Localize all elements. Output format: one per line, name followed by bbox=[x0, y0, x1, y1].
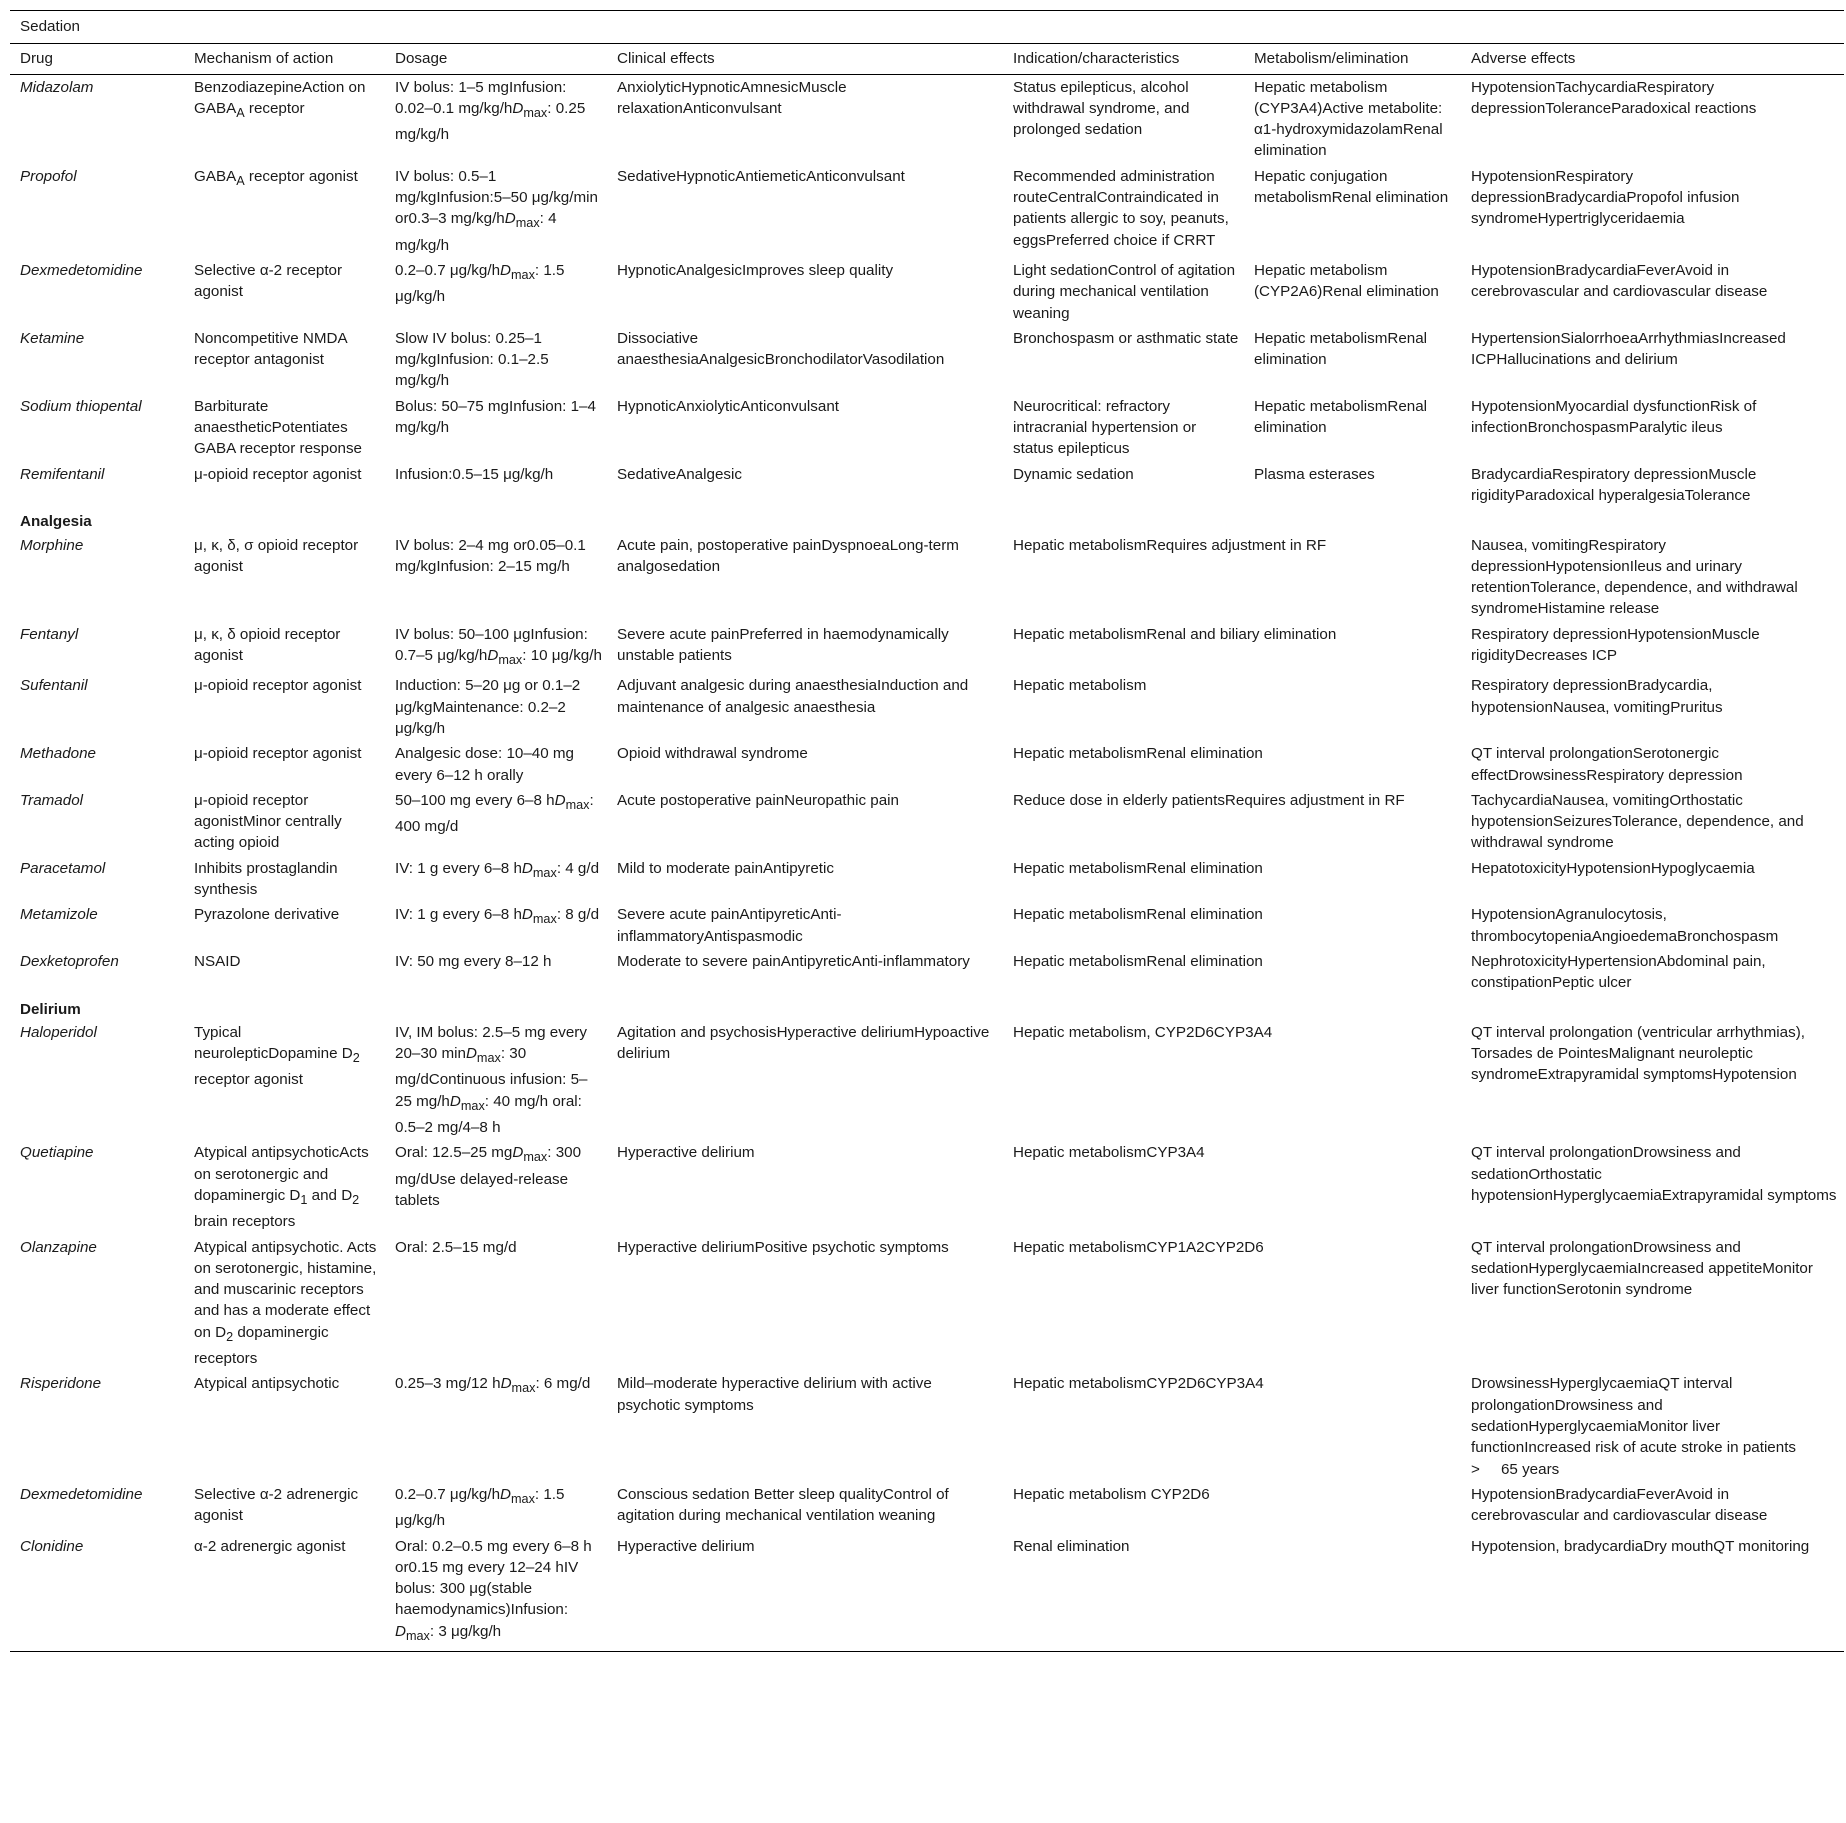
table-row bbox=[10, 856, 1844, 903]
dosage-cell: IV: 1 g every 6–8 $hD_{max}$: 4 g/d bbox=[395, 859, 600, 880]
table-row bbox=[10, 622, 1844, 674]
column-header-clinical: Clinical effects bbox=[607, 44, 1003, 74]
metabolism-cell: Hepatic metabolismRenal elimination bbox=[1254, 329, 1428, 369]
metabolism-cell: Hepatic metabolism (CYP3A4)Active metabolite: α1-hydroxymidazolamRenal elimination bbox=[1254, 78, 1443, 160]
mechanism-cell: BenzodiazepineAction on $GABA_A$ receptor bbox=[194, 78, 366, 120]
section-label: Analgesia bbox=[20, 513, 92, 531]
dosage-cell: Induction: 5–20 μg or 0.1–2 μg/kgMaintenance: 0.2–2 μg/kg/h bbox=[395, 677, 581, 737]
indication-metabolism-cell: Hepatic metabolismRenal and biliary elimination bbox=[1013, 625, 1337, 643]
mechanism-cell: μ, κ, δ, σ opioid receptor agonist bbox=[194, 536, 359, 575]
column-header-metabolism: Metabolism/elimination bbox=[1244, 44, 1461, 74]
indication-cell: Neurocritical: refractory intracranial hypertension or status epilepticus bbox=[1013, 397, 1197, 458]
adverse-effects-cell: Hypotension, bradycardiaDry mouthQT monitoring bbox=[1461, 1534, 1844, 1652]
mechanism-cell: μ-opioid receptor agonistMinor centrally acting opioid bbox=[194, 791, 342, 852]
drug-name-cell: Dexmedetomidine bbox=[20, 262, 143, 279]
clinical-effects-cell: SedativeHypnoticAntiemeticAnticonvulsant bbox=[617, 167, 905, 185]
mechanism-cell: Pyrazolone derivative bbox=[194, 906, 340, 924]
adverse-effects-cell: QT interval prolongationDrowsiness and sedationHyperglycaemiaIncreased appetiteMonitor liver functionSerotonin syndrome bbox=[1471, 1238, 1813, 1299]
adverse-effects-cell: NephrotoxicityHypertensionAbdominal pain, constipationPeptic ulcer bbox=[1471, 952, 1766, 992]
drug-name-cell: Risperidone bbox=[20, 1375, 102, 1393]
indication-metabolism-cell: Hepatic metabolismCYP3A4 bbox=[1013, 1144, 1205, 1162]
metabolism-cell: Plasma esterases bbox=[1254, 465, 1375, 483]
table-row bbox=[10, 1235, 1844, 1372]
table-row bbox=[10, 326, 1844, 394]
dosage-cell: 50–100 mg every 6–8 $hD_{max}$: 400 mg/d bbox=[395, 791, 594, 836]
clinical-effects-cell: Mild to moderate painAntipyretic bbox=[617, 859, 834, 877]
indication-metabolism-cell: Hepatic metabolism bbox=[1013, 677, 1147, 695]
table-title-row bbox=[10, 11, 1844, 44]
metabolism-cell: Hepatic metabolism (CYP2A6)Renal elimination bbox=[1254, 262, 1439, 301]
metabolism-cell: Hepatic conjugation metabolismRenal elimination bbox=[1254, 167, 1449, 207]
drug-name-cell: Morphine bbox=[20, 536, 84, 554]
mechanism-cell: Atypical antipsychotic. Acts on serotonergic, histamine, and muscarinic receptors and has a moderate effect on $D_2$ dopaminergic receptors bbox=[194, 1238, 377, 1368]
table-row bbox=[10, 462, 1844, 509]
indication-metabolism-cell: Hepatic metabolism CYP2D6 bbox=[1013, 1485, 1210, 1503]
dosage-cell: 0.25–3 mg/12 $hD_{max}$: 6 mg/d bbox=[395, 1375, 591, 1396]
clinical-effects-cell: Severe acute painAntipyreticAnti-inflammatoryAntispasmodic bbox=[617, 906, 842, 945]
mechanism-cell: Selective α-2 receptor agonist bbox=[194, 262, 343, 301]
drug-name-cell: Tramadol bbox=[20, 791, 84, 809]
drug-name-cell: Midazolam bbox=[20, 78, 94, 96]
column-header-adverse: Adverse effects bbox=[1461, 44, 1844, 74]
table-row bbox=[10, 673, 1844, 741]
dosage-cell: Oral: 0.2–0.5 mg every 6–8 h or0.15 mg every 12–24 hIV bolus: 300 μg(stable haemodynamics)Infusion: $D_{max}$: 3 μg/kg/h bbox=[385, 1534, 607, 1652]
clinical-effects-cell: Acute postoperative painNeuropathic pain bbox=[617, 791, 899, 809]
adverse-effects-cell: HepatotoxicityHypotensionHypoglycaemia bbox=[1471, 859, 1755, 877]
adverse-effects-cell: HypotensionBradycardiaFeverAvoid in cerebrovascular and cardiovascular disease bbox=[1471, 1485, 1768, 1525]
indication-metabolism-cell: Hepatic metabolismCYP1A2CYP2D6 bbox=[1013, 1238, 1264, 1256]
clinical-effects-cell: HypnoticAnalgesicImproves sleep quality bbox=[617, 262, 894, 279]
drug-name-cell: Paracetamol bbox=[20, 859, 106, 877]
drug-name-cell: Methadone bbox=[20, 745, 96, 763]
drug-name-cell: Quetiapine bbox=[20, 1144, 94, 1162]
table-row bbox=[10, 1371, 1844, 1481]
indication-cell: Status epilepticus, alcohol withdrawal syndrome, and prolonged sedation bbox=[1013, 78, 1190, 139]
indication-metabolism-cell: Hepatic metabolismCYP2D6CYP3A4 bbox=[1013, 1375, 1264, 1393]
dosage-cell: Bolus: 50–75 mgInfusion: 1–4 mg/kg/h bbox=[395, 397, 596, 437]
adverse-effects-cell: TachycardiaNausea, vomitingOrthostatic hypotensionSeizuresTolerance, dependence, and withdrawal syndrome bbox=[1471, 791, 1804, 852]
drug-name-cell: Ketamine bbox=[20, 329, 85, 347]
mechanism-cell: Typical neurolepticDopamine $D_2$ receptor agonist bbox=[194, 1023, 360, 1089]
section-row bbox=[10, 508, 1844, 532]
dosage-cell: Oral: 12.5–25 mgD$_{max}$: 300 mg/dUse delayed-release tablets bbox=[395, 1144, 582, 1209]
table-body bbox=[10, 74, 1844, 1651]
section-row bbox=[10, 996, 1844, 1020]
mechanism-cell: Atypical antipsychoticActs on serotonergic and dopaminergic $D_1$ and $D_2$ brain receptors bbox=[194, 1144, 369, 1231]
drug-name-cell: Remifentanil bbox=[20, 465, 105, 483]
drug-name-cell: Sodium thiopental bbox=[20, 397, 142, 415]
table-row bbox=[10, 1482, 1844, 1534]
dosage-cell: Analgesic dose: 10–40 mg every 6–12 h orally bbox=[395, 745, 574, 784]
adverse-effects-cell: Respiratory depressionHypotensionMuscle rigidityDecreases ICP bbox=[1471, 625, 1760, 665]
adverse-effects-cell: HypotensionRespiratory depressionBradycardiaPropofol infusion syndromeHypertriglyceridaemia bbox=[1471, 167, 1740, 228]
mechanism-cell: Atypical antipsychotic bbox=[194, 1375, 340, 1393]
table-title: Sedation bbox=[10, 11, 1844, 44]
indication-metabolism-cell: Hepatic metabolismRenal elimination bbox=[1013, 906, 1263, 924]
clinical-effects-cell: Hyperactive delirium bbox=[617, 1144, 755, 1162]
dosage-cell: IV: 1 g every 6–8 $hD_{max}$: 8 g/d bbox=[395, 906, 600, 927]
table-row bbox=[10, 741, 1844, 788]
column-header-indication: Indication/characteristics bbox=[1003, 44, 1244, 74]
adverse-effects-cell: HypertensionSialorrhoeaArrhythmiasIncreased ICPHallucinations and delirium bbox=[1471, 329, 1786, 369]
drug-table bbox=[10, 10, 1844, 1652]
dosage-cell: 0.2–0.7 $\mu g/kg/hD_{max}$: 1.5 μg/kg/h bbox=[395, 262, 565, 306]
drug-name-cell: Metamizole bbox=[20, 906, 98, 924]
table-row bbox=[10, 533, 1844, 622]
adverse-effects-cell: HypotensionTachycardiaRespiratory depressionToleranceParadoxical reactions bbox=[1471, 78, 1757, 117]
table-row bbox=[10, 258, 1844, 326]
metabolism-cell: Hepatic metabolismRenal elimination bbox=[1254, 397, 1428, 437]
indication-metabolism-cell: Renal elimination bbox=[1003, 1534, 1461, 1652]
dosage-cell: IV, IM bolus: 2.5–5 mg every 20–30 minD$_{max}$: 30 mg/dContinuous infusion: 5–25 $mg/hD_{max}$: 40 mg/h oral: 0.5–2 mg/4–8 h bbox=[395, 1023, 588, 1137]
clinical-effects-cell: Acute pain, postoperative painDyspnoeaLong-term analgosedation bbox=[617, 536, 959, 575]
table-row bbox=[10, 1020, 1844, 1141]
adverse-effects-cell: QT interval prolongation (ventricular arrhythmias), Torsades de PointesMalignant neuroleptic syndromeExtrapyramidal symptomsHypotension bbox=[1471, 1023, 1805, 1084]
clinical-effects-cell: AnxiolyticHypnoticAmnesicMuscle relaxationAnticonvulsant bbox=[617, 78, 847, 117]
clinical-effects-cell: Hyperactive deliriumPositive psychotic symptoms bbox=[617, 1238, 949, 1256]
clinical-effects-cell: Opioid withdrawal syndrome bbox=[617, 745, 808, 763]
adverse-effects-cell: QT interval prolongationDrowsiness and sedationOrthostatic hypotensionHyperglycaemiaExtrapyramidal symptoms bbox=[1471, 1144, 1837, 1204]
clinical-effects-cell: Agitation and psychosisHyperactive deliriumHypoactive delirium bbox=[617, 1023, 990, 1063]
adverse-effects-cell: QT interval prolongationSerotonergic effectDrowsinessRespiratory depression bbox=[1471, 745, 1743, 784]
table-row bbox=[10, 1140, 1844, 1234]
drug-name-cell: Dexketoprofen bbox=[20, 952, 119, 970]
dosage-cell: Oral: 2.5–15 mg/d bbox=[395, 1238, 517, 1256]
column-header-mechanism: Mechanism of action bbox=[184, 44, 385, 74]
adverse-effects-cell: HypotensionBradycardiaFeverAvoid in cerebrovascular and cardiovascular disease bbox=[1471, 262, 1768, 301]
dosage-cell: Infusion:0.5–15 μg/kg/h bbox=[395, 465, 554, 483]
indication-metabolism-cell: Hepatic metabolismRenal elimination bbox=[1013, 745, 1263, 763]
indication-cell: Bronchospasm or asthmatic state bbox=[1013, 329, 1239, 347]
indication-metabolism-cell: Hepatic metabolismRenal elimination bbox=[1013, 952, 1263, 970]
adverse-effects-cell: Respiratory depressionBradycardia, hypotensionNausea, vomitingPruritus bbox=[1471, 677, 1723, 716]
header-row bbox=[10, 44, 1844, 74]
mechanism-cell: $GABA_A$ receptor agonist bbox=[194, 167, 358, 188]
dosage-cell: Slow IV bolus: 0.25–1 mg/kgInfusion: 0.1–2.5 mg/kg/h bbox=[395, 329, 549, 390]
column-header-drug: Drug bbox=[10, 44, 184, 74]
mechanism-cell: μ-opioid receptor agonist bbox=[194, 465, 362, 483]
dosage-cell: IV bolus: 1–5 mgInfusion: 0.02–0.1 $mg/kg/hD_{max}$: 0.25 mg/kg/h bbox=[395, 78, 586, 144]
indication-cell: Recommended administration routeCentralContraindicated in patients allergic to soy, peanuts, eggsPreferred choice if CRRT bbox=[1013, 167, 1229, 249]
clinical-effects-cell: Conscious sedation Better sleep qualityControl of agitation during mechanical ventilation weaning bbox=[617, 1485, 949, 1525]
mechanism-cell: Inhibits prostaglandin synthesis bbox=[194, 859, 338, 899]
clinical-effects-cell: SedativeAnalgesic bbox=[617, 465, 742, 483]
clinical-effects-cell: Dissociative anaesthesiaAnalgesicBronchodilatorVasodilation bbox=[617, 329, 945, 369]
dosage-cell: IV bolus: 50–100 μgInfusion: 0.7–5 $\mu g/kg/hD_{max}$: 10 μg/kg/h bbox=[395, 625, 602, 668]
mechanism-cell: α-2 adrenergic agonist bbox=[184, 1534, 385, 1652]
table-row bbox=[10, 788, 1844, 856]
table-row bbox=[10, 74, 1844, 164]
drug-name-cell: Haloperidol bbox=[20, 1023, 97, 1041]
dosage-cell: IV bolus: 2–4 mg or0.05–0.1 mg/kgInfusion: 2–15 mg/h bbox=[395, 536, 586, 575]
mechanism-cell: μ-opioid receptor agonist bbox=[194, 745, 362, 763]
drug-name-cell: Sufentanil bbox=[20, 677, 88, 695]
indication-cell: Dynamic sedation bbox=[1013, 465, 1134, 483]
clinical-effects-cell: HypnoticAnxiolyticAnticonvulsant bbox=[617, 397, 840, 415]
clinical-effects-cell: Severe acute painPreferred in haemodynamically unstable patients bbox=[617, 625, 949, 665]
mechanism-cell: Selective α-2 adrenergic agonist bbox=[194, 1485, 359, 1525]
table-wrapper bbox=[10, 10, 1844, 1652]
mechanism-cell: μ-opioid receptor agonist bbox=[194, 677, 362, 695]
drug-name-cell: Propofol bbox=[20, 167, 77, 185]
section-label: Delirium bbox=[20, 1000, 81, 1018]
adverse-effects-cell: HypotensionAgranulocytosis, thrombocytopeniaAngioedemaBronchospasm bbox=[1471, 906, 1779, 945]
clinical-effects-cell: Moderate to severe painAntipyreticAnti-inflammatory bbox=[617, 952, 970, 970]
table-row bbox=[10, 164, 1844, 258]
table-row bbox=[10, 394, 1844, 462]
mechanism-cell: Noncompetitive NMDA receptor antagonist bbox=[194, 329, 347, 369]
drug-name-cell: Clonidine bbox=[10, 1534, 184, 1652]
table-row bbox=[10, 902, 1844, 949]
column-header-dosage: Dosage bbox=[385, 44, 607, 74]
mechanism-cell: μ, κ, δ opioid receptor agonist bbox=[194, 625, 341, 665]
indication-cell: Light sedationControl of agitation during mechanical ventilation weaning bbox=[1013, 262, 1236, 322]
dosage-cell: IV bolus: 0.5–1 mg/kgInfusion:5–50 μg/kg/min or0.3–3 $mg/kg/hD_{max}$: 4 mg/kg/h bbox=[395, 167, 598, 254]
indication-metabolism-cell: Hepatic metabolismRequires adjustment in RF bbox=[1013, 536, 1327, 554]
drug-name-cell: Fentanyl bbox=[20, 625, 79, 643]
mechanism-cell: NSAID bbox=[194, 952, 241, 970]
clinical-effects-cell: Adjuvant analgesic during anaesthesiaInduction and maintenance of analgesic anaesthesia bbox=[617, 677, 969, 716]
adverse-effects-cell: HypotensionMyocardial dysfunctionRisk of infectionBronchospasmParalytic ileus bbox=[1471, 397, 1757, 437]
dosage-cell: 0.2–0.7 $\mu g/kg/hD_{max}$: 1.5 μg/kg/h bbox=[395, 1485, 565, 1530]
mechanism-cell: Barbiturate anaestheticPotentiates GABA receptor response bbox=[194, 397, 362, 458]
indication-metabolism-cell: Reduce dose in elderly patientsRequires adjustment in RF bbox=[1013, 791, 1405, 809]
adverse-effects-cell: DrowsinessHyperglycaemiaQT interval prolongationDrowsiness and sedationHyperglycaemiaMonitor liver functionIncreased risk of acute stroke in patients > 65 years bbox=[1471, 1375, 1797, 1478]
adverse-effects-cell: BradycardiaRespiratory depressionMuscle rigidityParadoxical hyperalgesiaTolerance bbox=[1471, 465, 1757, 504]
indication-metabolism-cell: Hepatic metabolism, CYP2D6CYP3A4 bbox=[1013, 1023, 1273, 1041]
drug-name-cell: Dexmedetomidine bbox=[20, 1485, 143, 1503]
clinical-effects-cell: Mild–moderate hyperactive delirium with active psychotic symptoms bbox=[617, 1375, 932, 1414]
table-row bbox=[10, 949, 1844, 996]
dosage-cell: IV: 50 mg every 8–12 h bbox=[395, 952, 552, 970]
drug-name-cell: Olanzapine bbox=[20, 1238, 97, 1256]
indication-metabolism-cell: Hepatic metabolismRenal elimination bbox=[1013, 859, 1263, 877]
table-row bbox=[10, 1534, 1844, 1652]
clinical-effects-cell: Hyperactive delirium bbox=[607, 1534, 1003, 1652]
adverse-effects-cell: Nausea, vomitingRespiratory depressionHypotensionIleus and urinary retentionTolerance, dependence, and withdrawal syndromeHistamine release bbox=[1471, 536, 1798, 618]
